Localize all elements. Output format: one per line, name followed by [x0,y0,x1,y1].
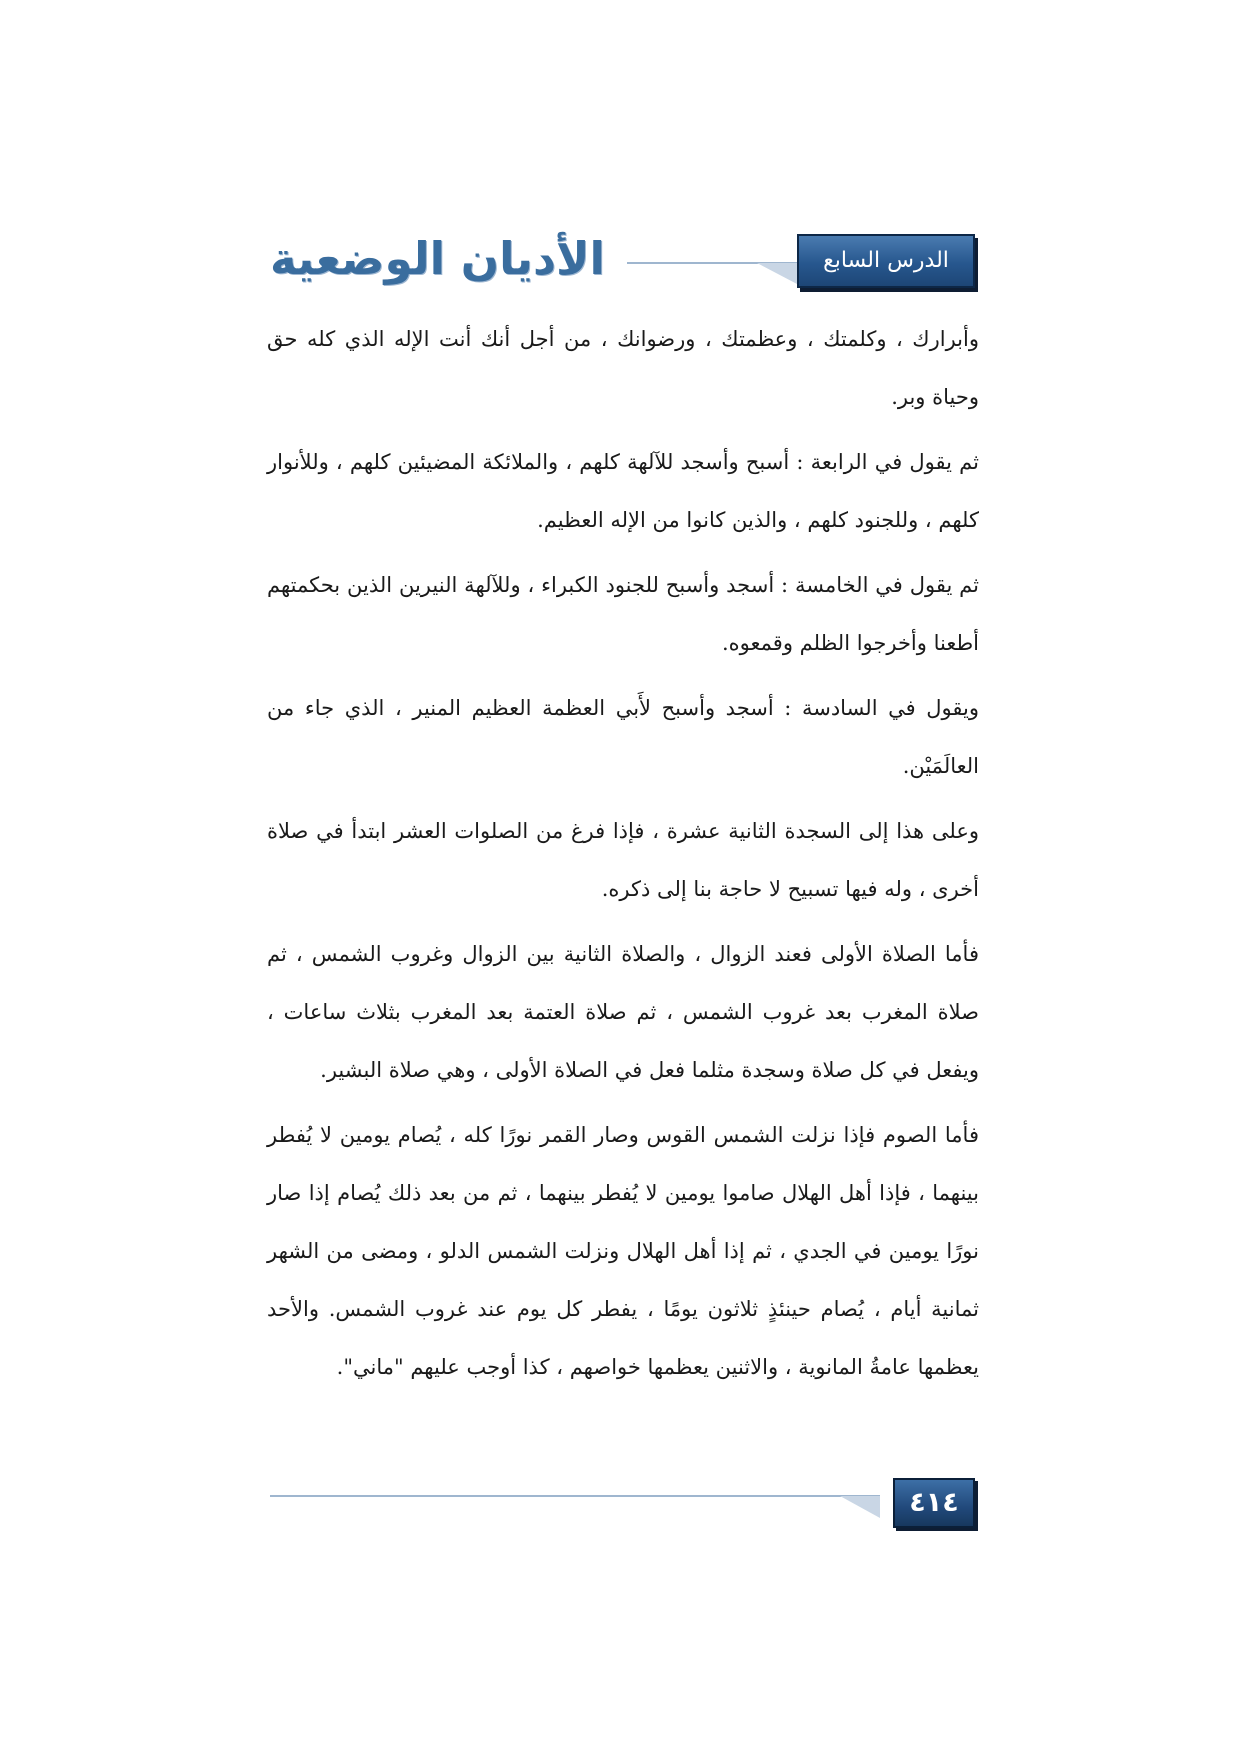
book-title: الأديان الوضعية [270,232,605,285]
paragraph: فأما الصوم فإذا نزلت الشمس القوس وصار القمر نورًا كله ، يُصام يومين لا يُفطر بينهما ، فإذا أهل الهلال صاموا يومين لا يُفطر بينهما ، ثم من بعد ذلك يُصام إذا صار نورًا يومين في الجدي ، ثم إذا أهل الهلال ونزلت الشمس الدلو ، ومضى من الشهر ثمانية أيام ، يُصام حينئذٍ ثلاثون يومًا ، يفطر كل يوم عند غروب الشمس. والأحد يعظمها عامةُ المانوية ، والاثنين يعظمها خواصهم ، كذا أوجب عليهم "ماني". [267,1123,979,1379]
paragraph: ثم يقول في الخامسة : أسجد وأسبح للجنود الكبراء ، وللآلهة النيرين الذين بحكمتهم أطعنا وأخرجوا الظلم وقمعوه. [267,573,979,655]
page-number: ٤١٤ [893,1478,975,1528]
page-header [270,230,975,323]
paragraph: وعلى هذا إلى السجدة الثانية عشرة ، فإذا فرغ من الصلوات العشر ابتدأ في صلاة أخرى ، وله فيها تسبيح لا حاجة بنا إلى ذكره. [267,819,979,901]
footer-divider [270,1488,880,1520]
paragraph: فأما الصلاة الأولى فعند الزوال ، والصلاة الثانية بين الزوال وغروب الشمس ، ثم صلاة المغرب بعد غروب الشمس ، ثم صلاة العتمة بعد المغرب بثلاث ساعات ، ويفعل في كل صلاة وسجدة مثلما فعل في الصلاة الأولى ، وهي صلاة البشير. [267,942,979,1082]
page-body [267,310,979,1403]
lesson-badge: الدرس السابع عشر [797,234,975,288]
paragraph: وأبرارك ، وكلمتك ، وعظمتك ، ورضوانك ، من أجل أنك أنت الإله الذي كله حق وحياة وبر. [267,327,979,409]
header-divider [627,260,797,284]
paragraph: ثم يقول في الرابعة : أسبح وأسجد للآلهة كلهم ، والملائكة المضيئين كلهم ، وللأنوار كلهم ، وللجنود كلهم ، والذين كانوا من الإله العظيم. [267,450,979,532]
page-footer [270,1478,975,1530]
paragraph: ويقول في السادسة : أسجد وأسبح لأَبي العظمة العظيم المنير ، الذي جاء من العالَمَيْن. [267,696,979,778]
